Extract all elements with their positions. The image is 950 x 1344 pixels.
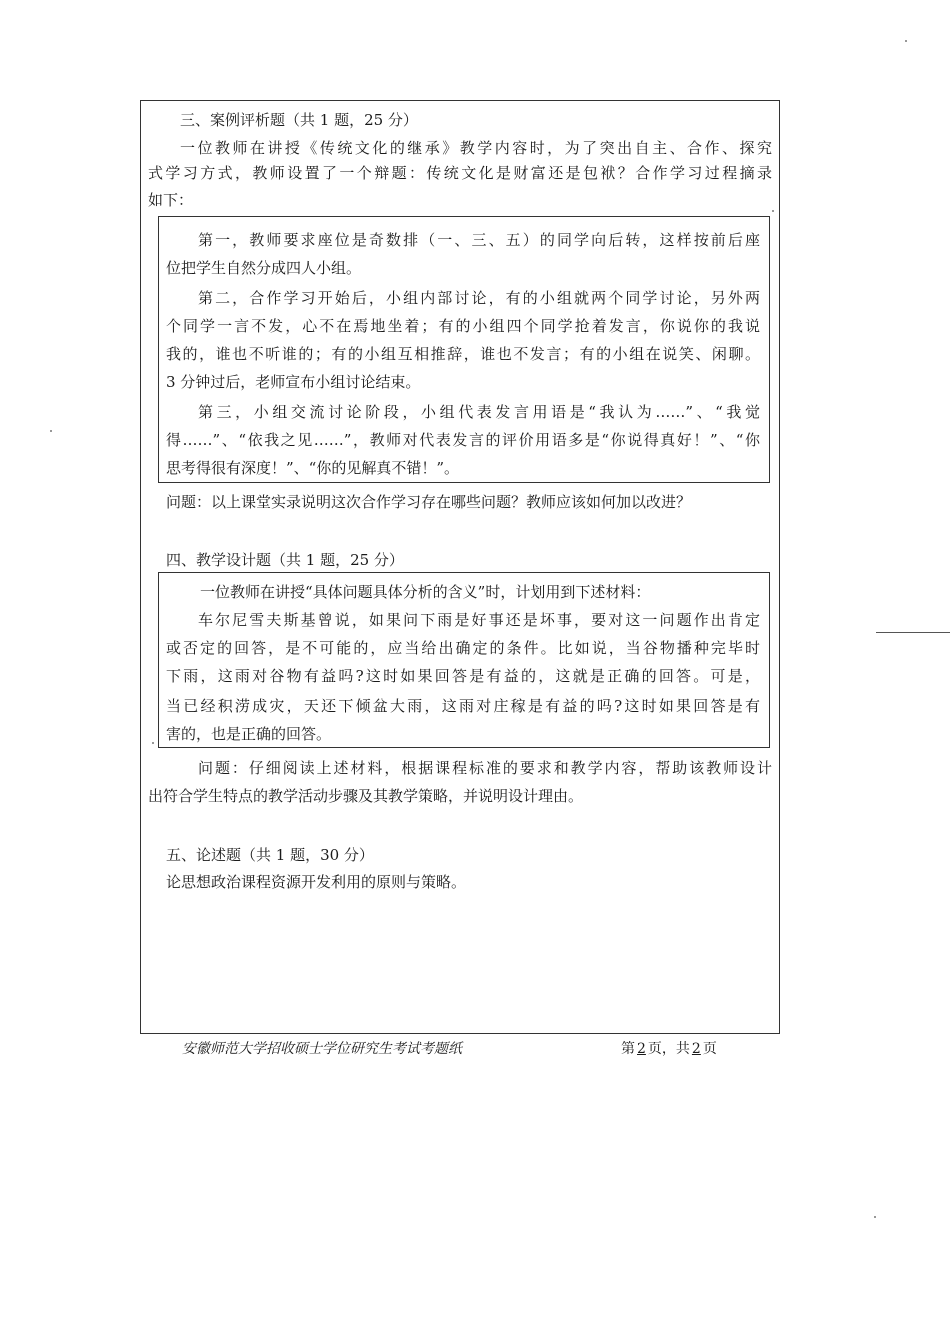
page-middle: 页，共 [647,1041,690,1057]
section4-question-line: 问题：仔细阅读上述材料，根据课程标准的要求和教学内容，帮助该教师设计 [198,759,772,777]
section3-question: 问题：以上课堂实录说明这次合作学习存在哪些问题？教师应该如何加以改进？ [166,493,692,511]
case-line: 个同学一言不发，心不在焉地坐着；有的小组四个同学抢着发言，你说你的我说 [166,317,760,335]
case-line: 我的，谁也不听谁的；有的小组互相推辞，谁也不发言；有的小组在说笑、闲聊。 [166,345,760,363]
material-line: 害的，也是正确的回答。 [166,725,332,743]
section4-question-line: 出符合学生特点的教学活动步骤及其教学策略，并说明设计理由。 [148,787,584,805]
material-line: 一位教师在讲授“具体问题具体分析的含义”时，计划用到下述材料： [200,583,651,601]
footer-university-label: 安徽师范大学招收硕士学位研究生考试考题纸 [182,1041,462,1057]
section3-intro-line: 一位教师在讲授《传统文化的继承》教学内容时，为了突出自主、合作、探究 [180,139,772,157]
section3-heading: 三、案例评析题（共 1 题，25 分） [180,111,418,129]
case-line: 思考得很有深度！”、“你的见解真不错！”。 [166,459,460,477]
material-line: 车尔尼雪夫斯基曾说，如果问下雨是好事还是坏事，要对这一问题作出肯定 [198,611,760,629]
page-prefix: 第 [621,1041,635,1057]
scan-margin-line [876,632,950,633]
page-total: 2 [691,1041,701,1057]
scan-speck [874,1216,876,1218]
section3-intro-line: 如下： [148,191,194,209]
section4-heading: 四、教学设计题（共 1 题，25 分） [166,551,404,569]
case-line: 第二，合作学习开始后，小组内部讨论，有的小组就两个同学讨论，另外两 [198,289,760,307]
material-line: 当已经积涝成灾，天还下倾盆大雨，这雨对庄稼是有益的吗?这时如果回答是有 [166,697,760,715]
section5-heading: 五、论述题（共 1 题，30 分） [166,846,374,864]
section3-intro-line: 式学习方式，教师设置了一个辩题：传统文化是财富还是包袱？合作学习过程摘录 [148,164,772,182]
page-current: 2 [637,1041,646,1057]
case-line: 3 分钟过后，老师宣布小组讨论结束。 [166,373,421,391]
case-line: 第三，小组交流讨论阶段，小组代表发言用语是“我认为……”、“我觉 [198,403,760,421]
section5-question: 论思想政治课程资源开发利用的原则与策略。 [166,873,467,891]
scan-speck [905,40,907,42]
page-suffix: 页 [702,1041,717,1057]
scan-speck [50,430,52,432]
footer-page-indicator [621,1038,717,1058]
case-line: 位把学生自然分成四人小组。 [166,259,362,277]
scan-speck [152,742,154,744]
scan-speck [772,210,774,212]
case-line: 第一，教师要求座位是奇数排（一、三、五）的同学向后转，这样按前后座 [198,231,760,249]
material-line: 或否定的回答，是不可能的，应当给出确定的条件。比如说，当谷物播种完毕时 [166,639,760,657]
case-line: 得……”、“依我之见……”，教师对代表发言的评价用语多是“你说得真好！”、“你 [166,431,760,449]
material-line: 下雨，这雨对谷物有益吗?这时如果回答是有益的，这就是正确的回答。可是， [166,667,760,685]
